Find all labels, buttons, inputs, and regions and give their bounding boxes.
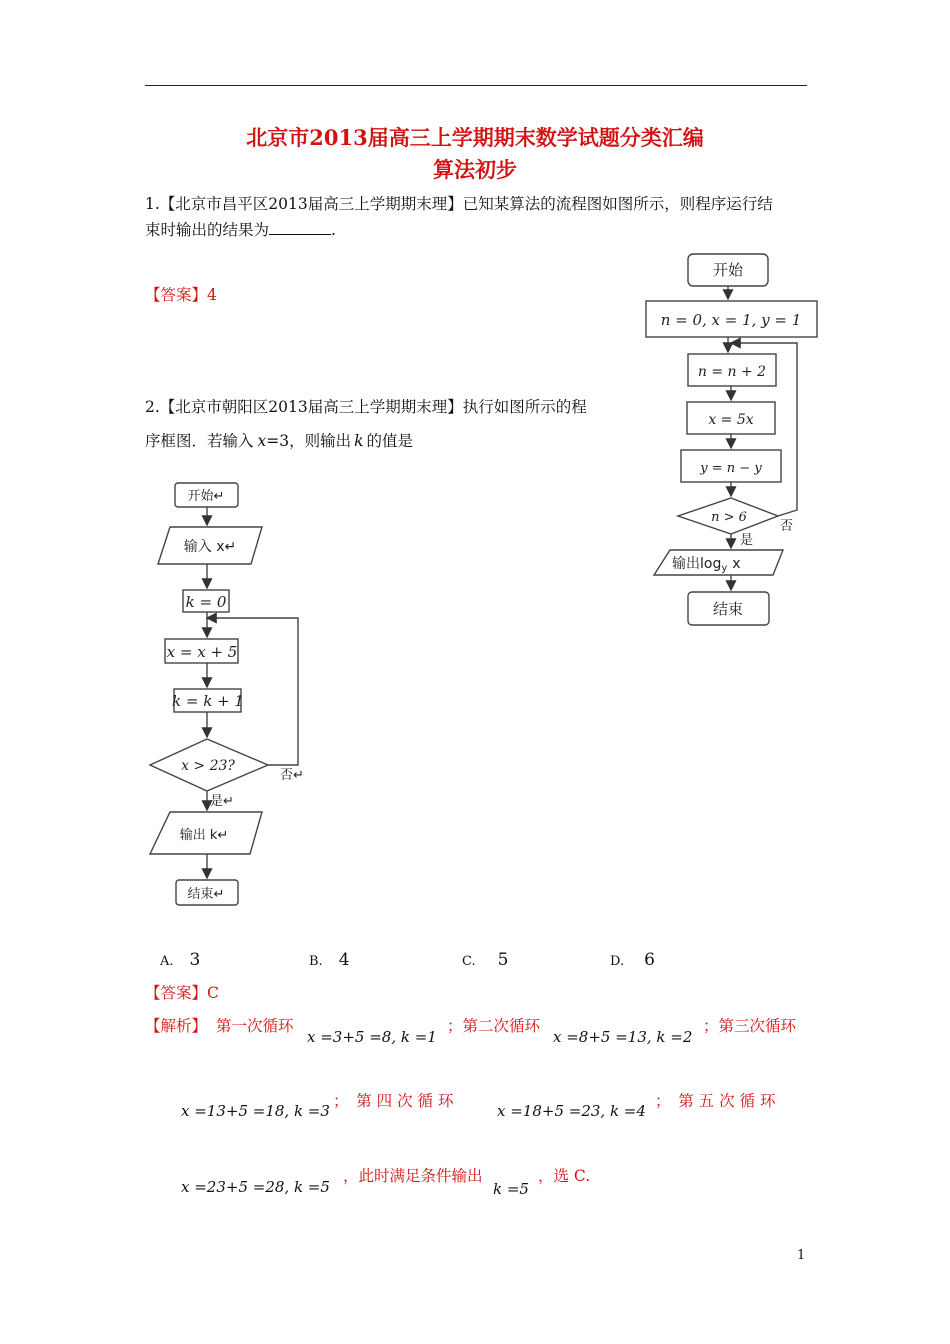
q1-text-line2 (145, 221, 336, 240)
option-d-label: D. (610, 954, 625, 969)
solution-step5-math: x =23+5 =28, k =5 (181, 1178, 330, 1196)
option-c-label: C. (462, 954, 476, 969)
fc2-step1-label: x = x + 5 (166, 643, 238, 661)
fc2-init-label: k = 0 (185, 593, 227, 611)
q2-input-value: =3 (266, 432, 290, 450)
fc1-output-var: x (732, 556, 741, 572)
option-c[interactable] (462, 950, 508, 970)
page-number: 1 (797, 1248, 806, 1263)
option-a-label: A. (160, 954, 174, 969)
fc1-start-label: 开始 (712, 261, 744, 279)
header-rule (145, 85, 807, 86)
q2-text-line1: 2.【北京市朝阳区2013届高三上学期期末理】执行如图所示的程 (145, 398, 587, 416)
fc1-output-subscript: y (721, 563, 728, 574)
q2-var-k: k (354, 432, 364, 450)
document-subtitle: 算法初步 (433, 157, 517, 182)
solution-step1-text: 第一次循环 (216, 1017, 294, 1035)
solution-conclusion-math: k =5 (493, 1180, 529, 1198)
q2-text-line2 (145, 432, 413, 451)
option-d[interactable] (610, 950, 655, 970)
fc1-output-label (672, 556, 741, 574)
q1-prompt: 束时输出的结果为 (145, 221, 270, 239)
q1-period: . (331, 221, 336, 239)
fc1-condition-label: n > 6 (711, 510, 747, 525)
flowchart-q2 (140, 476, 335, 916)
q1-answer: 【答案】4 (145, 286, 217, 304)
q2-prompt-c: 的值是 (366, 432, 414, 450)
answer-blank (269, 222, 331, 235)
option-a[interactable] (160, 950, 200, 970)
q2-var-x: x (257, 432, 267, 450)
fc2-no-label: 否↵ (280, 768, 304, 783)
solution-choice-text: ，选 C. (538, 1167, 591, 1185)
fc2-start-label: 开始↵ (187, 489, 225, 504)
solution-step4-text: ； 第 四 次 循 环 (333, 1092, 454, 1110)
solution-step4-math: x =18+5 =23, k =4 (497, 1102, 646, 1120)
flowchart-q1 (640, 248, 820, 633)
solution-conclusion-text: ，此时满足条件输出 (343, 1167, 483, 1185)
option-c-value: 5 (497, 950, 509, 970)
fc2-condition-label: x > 23? (181, 758, 235, 774)
fc2-step2-label: k = k + 1 (172, 692, 244, 710)
document-title: 北京市2013届高三上学期期末数学试题分类汇编 (246, 125, 704, 150)
fc1-step3-label: y = n − y (700, 461, 762, 476)
fc1-step2-label: x = 5x (708, 412, 754, 428)
solution-step5-text: ； 第 五 次 循 环 (655, 1092, 776, 1110)
solution-step3-text: ；第三次循环 (703, 1017, 797, 1035)
option-b-value: 4 (338, 950, 350, 970)
q2-answer: 【答案】C (145, 984, 219, 1002)
option-b-label: B. (309, 954, 323, 969)
solution-step3-math: x =13+5 =18, k =3 (181, 1102, 330, 1120)
fc1-init-label: n = 0, x = 1, y = 1 (660, 311, 802, 329)
solution-step2-math: x =8+5 =13, k =2 (553, 1028, 693, 1046)
q1-text-line1: 1.【北京市昌平区2013届高三上学期期末理】已知某算法的流程图如图所示，则程序运行结 (145, 195, 773, 213)
option-a-value: 3 (189, 950, 201, 970)
fc2-output-label: 输出 k↵ (179, 828, 229, 843)
fc1-end-label: 结束 (712, 600, 744, 618)
fc1-no-label: 否 (780, 519, 794, 534)
q2-prompt-a: 序框图．若输入 (145, 432, 254, 450)
fc1-step1-label: n = n + 2 (697, 364, 767, 380)
option-b[interactable] (309, 950, 350, 970)
solution-tag: 【解析】 (145, 1017, 208, 1035)
fc2-end-label: 结束↵ (187, 887, 225, 902)
q2-prompt-b: ，则输出 (289, 432, 352, 450)
solution-step1-math: x =3+5 =8, k =1 (307, 1028, 437, 1046)
solution-step2-text: ；第二次循环 (447, 1017, 541, 1035)
fc2-yes-label: 是↵ (210, 794, 234, 809)
fc1-yes-label: 是 (740, 533, 754, 548)
fc1-output-text: 输出log (672, 556, 722, 572)
option-d-value: 6 (644, 950, 655, 970)
fc2-input-label: 输入 x↵ (183, 539, 237, 555)
